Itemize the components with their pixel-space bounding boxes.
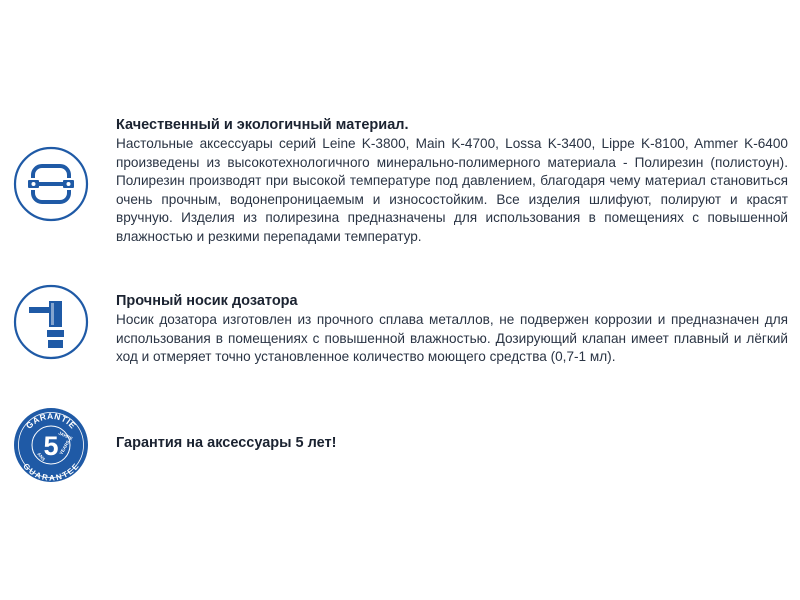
section-material-text <box>116 115 788 247</box>
section-guarantee-text <box>116 433 788 453</box>
guarantee-seal-icon <box>12 406 90 484</box>
section-heading: Гарантия на аксессуары 5 лет! <box>116 435 337 451</box>
seal-years: YEARS <box>58 439 71 456</box>
seal-bottom-text: GUARANTEE <box>21 461 81 483</box>
seal-top-text: GARANTIE <box>23 410 79 431</box>
section-heading: Прочный носик дозатора <box>116 293 298 309</box>
section-body: Настольные аксессуары серий Leine K-3800, Main K-4700, Lossa K-3400, Lippe K-8100, Ammer K-6400 произведены из высокотехнологичного минерально-полимерного материала - Полирезин (полистоун). Полирезин производят при высокой температуре под давлением, благодаря чему материал становиться очень прочным, водонепроницаемым и износостойким. Все изделия шлифуют, полируют и красят вручную. Изделия из полирезина предназначены для использования в помещениях с повышенной влажностью и резкими перепадами температур. <box>116 136 788 244</box>
seal-number: 5 <box>43 431 59 461</box>
seal-ans: ANS <box>36 451 47 462</box>
dispenser-nozzle-icon <box>12 283 90 361</box>
section-body: Носик дозатора изготовлен из прочного сплава металлов, не подвержен коррозии и предназначен для использования в помещениях с повышенной влажностью. Дозирующий клапан имеет плавный и лёгкий ход и отмеряет точно установленное количество моющего средства (0,7-1 мл). <box>116 312 788 365</box>
section-dispenser-text <box>116 291 788 367</box>
material-icon <box>12 145 90 223</box>
seal-jahre: JAHRE <box>57 430 74 442</box>
section-heading: Качественный и экологичный материал. <box>116 117 409 133</box>
